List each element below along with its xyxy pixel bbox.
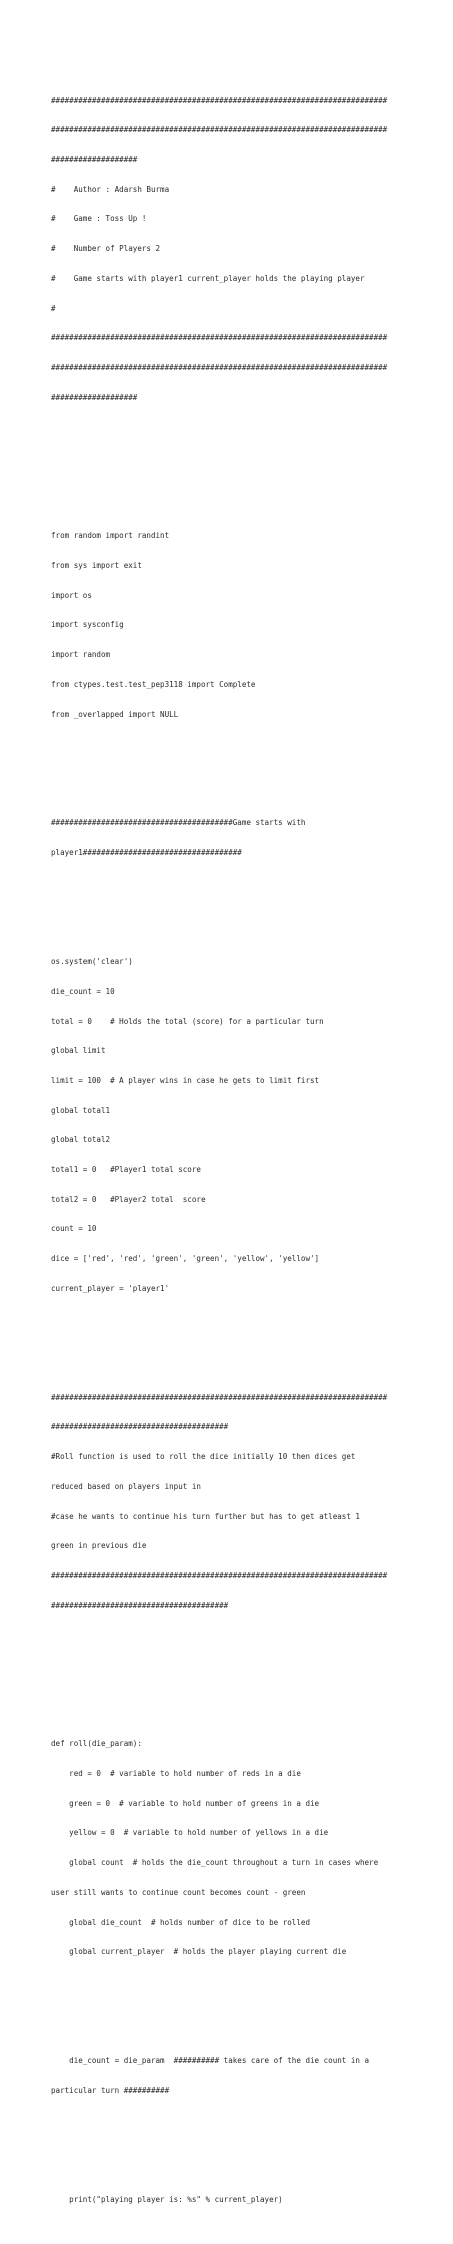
code-line: count = 10 <box>51 1224 97 1234</box>
blank-line <box>51 2135 421 2145</box>
blank-line <box>51 1333 421 1343</box>
code-line: yellow = 0 # variable to hold number of yellows in a die <box>51 1828 329 1838</box>
blank-line <box>51 442 421 452</box>
code-line: green = 0 # variable to hold number of greens in a die <box>51 1798 320 1808</box>
roll-comment-block <box>51 1373 421 1630</box>
code-line: total = 0 # Holds the total (score) for a particular turn <box>51 1016 324 1026</box>
code-line: from sys import exit <box>51 561 142 570</box>
imports-block <box>51 511 421 739</box>
code-line: red = 0 # variable to hold number of reds in a die <box>51 1769 301 1779</box>
code-line: import sysconfig <box>51 620 124 630</box>
roll-function-block <box>51 1720 421 1977</box>
die-count-block <box>51 2036 421 2115</box>
code-line: ########################################################################## <box>51 362 388 372</box>
code-line: user still wants to continue count becomes count - green <box>51 1887 306 1897</box>
code-line: global current_player # holds the player playing current die <box>51 1947 347 1957</box>
code-line: #Roll function is used to roll the dice initially 10 then dices get <box>51 1452 356 1462</box>
code-line: from ctypes.test.test_pep3118 import Complete <box>51 679 256 689</box>
blank-line <box>51 1997 421 2007</box>
code-line: from random import randint <box>51 531 170 541</box>
code-line: os.system('clear') <box>51 957 133 967</box>
code-line: total1 = 0 #Player1 total score <box>51 1165 201 1175</box>
code-line: ########################################################################## <box>51 1570 388 1580</box>
code-line: ########################################################################## <box>51 125 388 135</box>
code-line: reduced based on players input in <box>51 1481 201 1491</box>
code-line: ####################################### <box>51 1600 229 1610</box>
code-line: # Game starts with player1 current_player holds the playing player <box>51 273 365 283</box>
blank-line <box>51 759 421 769</box>
code-line: #case he wants to continue his turn further but has to get atleast 1 <box>51 1511 360 1521</box>
code-line: # Number of Players 2 <box>51 244 161 254</box>
code-line: ####################################### <box>51 1422 229 1432</box>
code-line: # <box>51 303 56 313</box>
header-comment-block <box>51 76 421 423</box>
game-start-comment <box>51 799 421 878</box>
code-line: die_count = die_param ########## takes care of the die count in a <box>51 2056 370 2066</box>
code-line: ########################################Game starts with <box>51 818 306 828</box>
globals-block <box>51 937 421 1313</box>
code-line: ################### <box>51 155 138 165</box>
code-line: import os <box>51 590 92 600</box>
code-line: import random <box>51 650 111 660</box>
blank-line <box>51 1650 421 1660</box>
code-line: ################### <box>51 392 138 402</box>
blank-line <box>51 472 421 482</box>
code-line: global total2 <box>51 1135 111 1145</box>
code-line: global limit <box>51 1046 106 1056</box>
code-line: particular turn ########## <box>51 2085 170 2095</box>
code-line: ########################################################################## <box>51 95 388 105</box>
code-line: ########################################################################## <box>51 1392 388 1402</box>
code-line: total2 = 0 #Player2 total score <box>51 1194 206 1204</box>
code-line: limit = 100 # A player wins in case he gets to limit first <box>51 1075 320 1085</box>
code-line: # Author : Adarsh Burma <box>51 184 170 194</box>
code-line: die_count = 10 <box>51 986 115 996</box>
code-line: current_player = 'player1' <box>51 1283 170 1293</box>
code-line: print("playing player is: %s" % current_player) <box>51 2194 283 2204</box>
code-listing <box>51 56 421 2244</box>
code-line: ########################################################################## <box>51 333 388 343</box>
code-line: global count # holds the die_count throughout a turn in cases where <box>51 1858 379 1868</box>
blank-line <box>51 1680 421 1690</box>
code-line: dice = ['red', 'red', 'green', 'green', 'yellow', 'yellow'] <box>51 1254 320 1264</box>
code-line: def roll(die_param): <box>51 1739 142 1749</box>
print-block <box>51 2175 421 2225</box>
code-line: from _overlapped import NULL <box>51 709 179 719</box>
code-line: player1################################### <box>51 848 242 858</box>
code-line: global die_count # holds number of dice to be rolled <box>51 1917 310 1927</box>
code-line: # Game : Toss Up ! <box>51 214 147 224</box>
code-line: green in previous die <box>51 1541 147 1551</box>
blank-line <box>51 898 421 908</box>
code-line: global total1 <box>51 1105 111 1115</box>
